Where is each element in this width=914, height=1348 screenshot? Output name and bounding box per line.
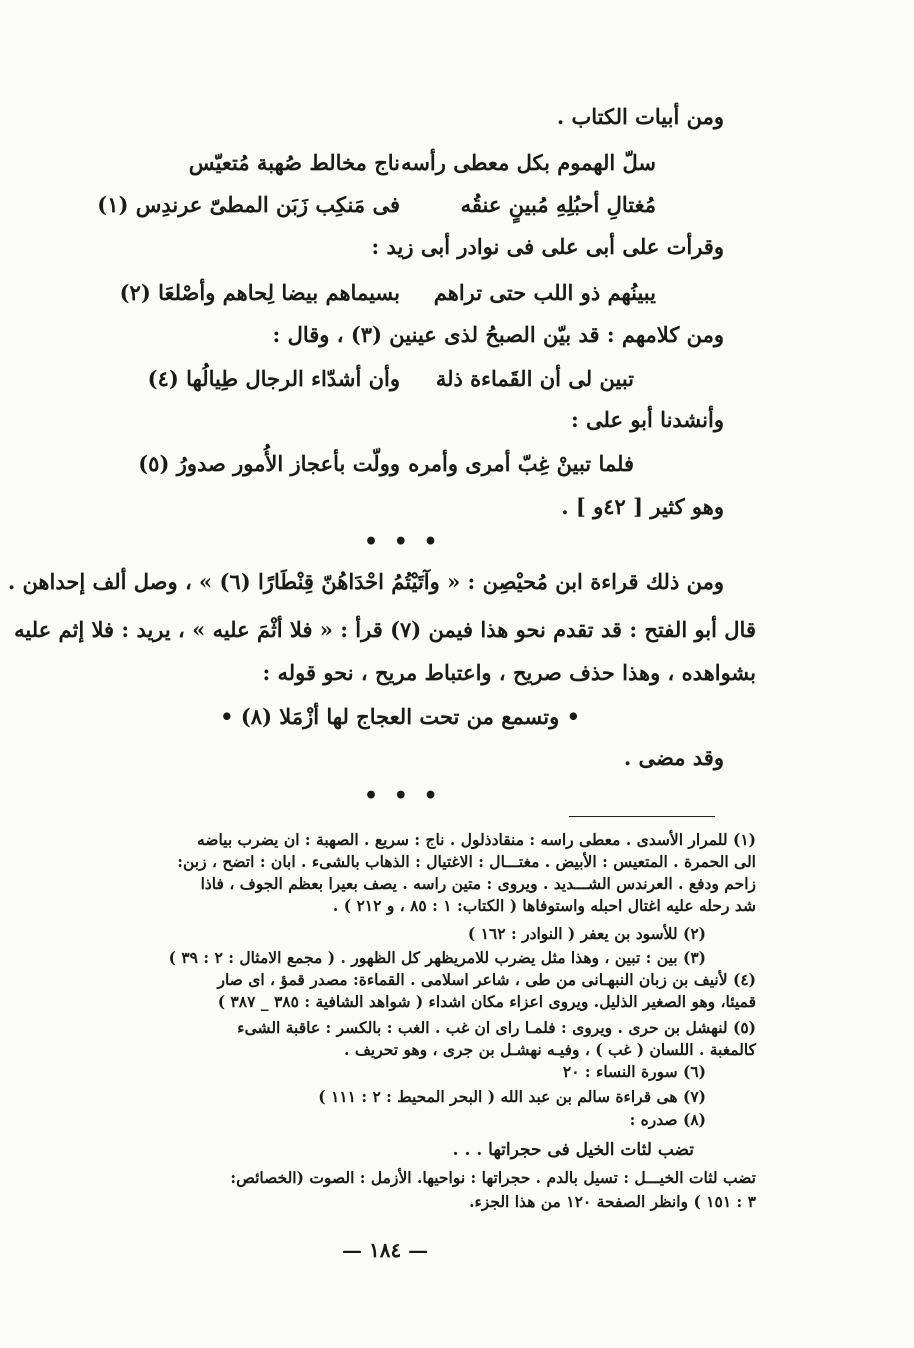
footnote-8-verse: تضب لثات الخيل فى حجراتها . . .: [452, 1140, 694, 1160]
section-separator-2: • • •: [364, 783, 442, 809]
abulfath-line-2: بشواهده ، وهذا حذف صريح ، واعتباط مريح ، نحو قوله :: [262, 660, 756, 685]
footnote-8: (٨) صدره :: [629, 1110, 706, 1129]
footnote-8-line-1: تضب لثات الخيـــل : تسيل بالدم . حجراتها : نواحيها. الأزمل : الصوت (الخصائص:: [230, 1168, 756, 1187]
verse3-second-hemistich: بسيماهم بيضا لِحاهم وأصْلعَا (٢): [119, 280, 400, 305]
footnote-5-line-2: كالمغبة . اللسان ( غب ) ، وفيـه نهشـل بن جرى ، وهو تحريف .: [344, 1040, 756, 1059]
footnote-8-line-2: ٣ : ١٥١ ) وانظر الصفحة ١٢٠ من هذا الجزء.: [469, 1192, 756, 1211]
kathir-line: وهو كثير [ ٤٢و ] .: [561, 494, 724, 519]
footnote-7: (٧) هى قراءة سالم بن عبد الله ( البحر المحيط : ٢ : ١١١ ): [318, 1087, 706, 1106]
section-separator: • • •: [364, 529, 442, 555]
verse6: • وتسمع من تحت العجاج لها أزْمَلا (٨) •: [220, 704, 580, 729]
anshad-line: وأنشدنا أبو على :: [570, 407, 724, 432]
verse1-second-hemistich: ناج مخالط صُهبة مُتعيّس: [188, 150, 400, 175]
footnote-1-line-1: (١) للمرار الأسدى . معطى راسه : منقادذلول . ناج : سريع . الصهبة : ان يضرب بياضه: [196, 830, 756, 849]
footnote-1-line-2: الى الحمرة . المتعيس : الأبيض . مغتـــال : الاغتيال : الذهاب بالشىء . ابان : اتضح ، زبن:: [177, 852, 756, 871]
footnote-1-line-3: زاحم ودفع . العرندس الشـــديد . ويروى : متين راسه . يصف بعيرا بعظم الجوف ، فاذا: [200, 874, 756, 893]
verse2-second-hemistich: فى مَنكِب زَبَن المطىّ عرندِس (١): [97, 192, 400, 217]
verse5-first-hemistich: فلما تبينْ غِبّ أمرى وأمره: [408, 451, 634, 476]
verse3-first-hemistich: يبينُهم ذو اللب حتى تراهم: [433, 280, 656, 305]
qara-line: وقرأت على أبى على فى نوادر أبى زيد :: [371, 234, 724, 259]
footnote-divider: [569, 816, 715, 817]
footnote-4-line-1: (٤) لأنيف بن زبان النبهـانى من طى ، شاعر اسلامى . القماءة: مصدر قمؤ ، اى صار: [217, 970, 756, 989]
footnote-6: (٦) سورة النساء : ٢٠: [562, 1062, 706, 1081]
intro-line: ومن أبيات الكتاب .: [556, 104, 724, 129]
footnote-5-line-1: (٥) لنهشل بن حرى . ويروى : فلمـا راى ان غب . الغب : بالكسر : عاقبة الشىء: [237, 1018, 756, 1037]
verse5-second-hemistich: وولّت بأعجاز الأُمور صدورُ (٥): [138, 451, 400, 476]
verse2-first-hemistich: مُغتالِ أحبُلِهِ مُبينٍ عنقُه: [460, 192, 656, 217]
verse4-first-hemistich: تبين لى أن القَماءة ذلة: [435, 366, 634, 391]
qiraa-line: ومن ذلك قراءة ابن مُحيْصِن : « وآتَيْتُمُ احْدَاهُنّ قِنْطَارًا (٦) » ، وصل ألف إحداهن .: [7, 569, 724, 594]
footnote-4-line-2: قميئا، وهو الصغير الذليل. ويروى اعزاء مكان اشداء ( شواهد الشافية : ٣٨٥ _ ٣٨٧ ): [217, 992, 756, 1011]
footnote-2: (٢) للأسود بن يعفر ( النوادر : ١٦٢ ): [467, 924, 706, 943]
kalam-line: ومن كلامهم : قد بيّن الصبحُ لذى عينين (٣) ، وقال :: [272, 322, 724, 347]
footnote-3: (٣) بين : تبين ، وهذا مثل يضرب للامريظهر كل الظهور . ( مجمع الامثال : ٢ : ٣٩ ): [168, 948, 706, 967]
abulfath-line-1: قال أبو الفتح : قد تقدم نحو هذا فيمن (٧) قرأ : « فلا أثْمَ عليه » ، يريد : فلا إثم عليه: [14, 617, 756, 642]
madaa-line: وقد مضى .: [623, 745, 724, 770]
footnote-1-line-4: شد رحله عليه اغتال احبله واستوفاها ( الكتاب: ١ : ٨٥ ، و ٢١٢ ) .: [332, 896, 756, 915]
page-number: — ١٨٤ —: [342, 1238, 429, 1262]
verse4-second-hemistich: وأن أشدّاء الرجال طِيالُها (٤): [147, 366, 400, 391]
verse1-first-hemistich: سلّ الهموم بكل معطى رأسه: [401, 150, 656, 175]
